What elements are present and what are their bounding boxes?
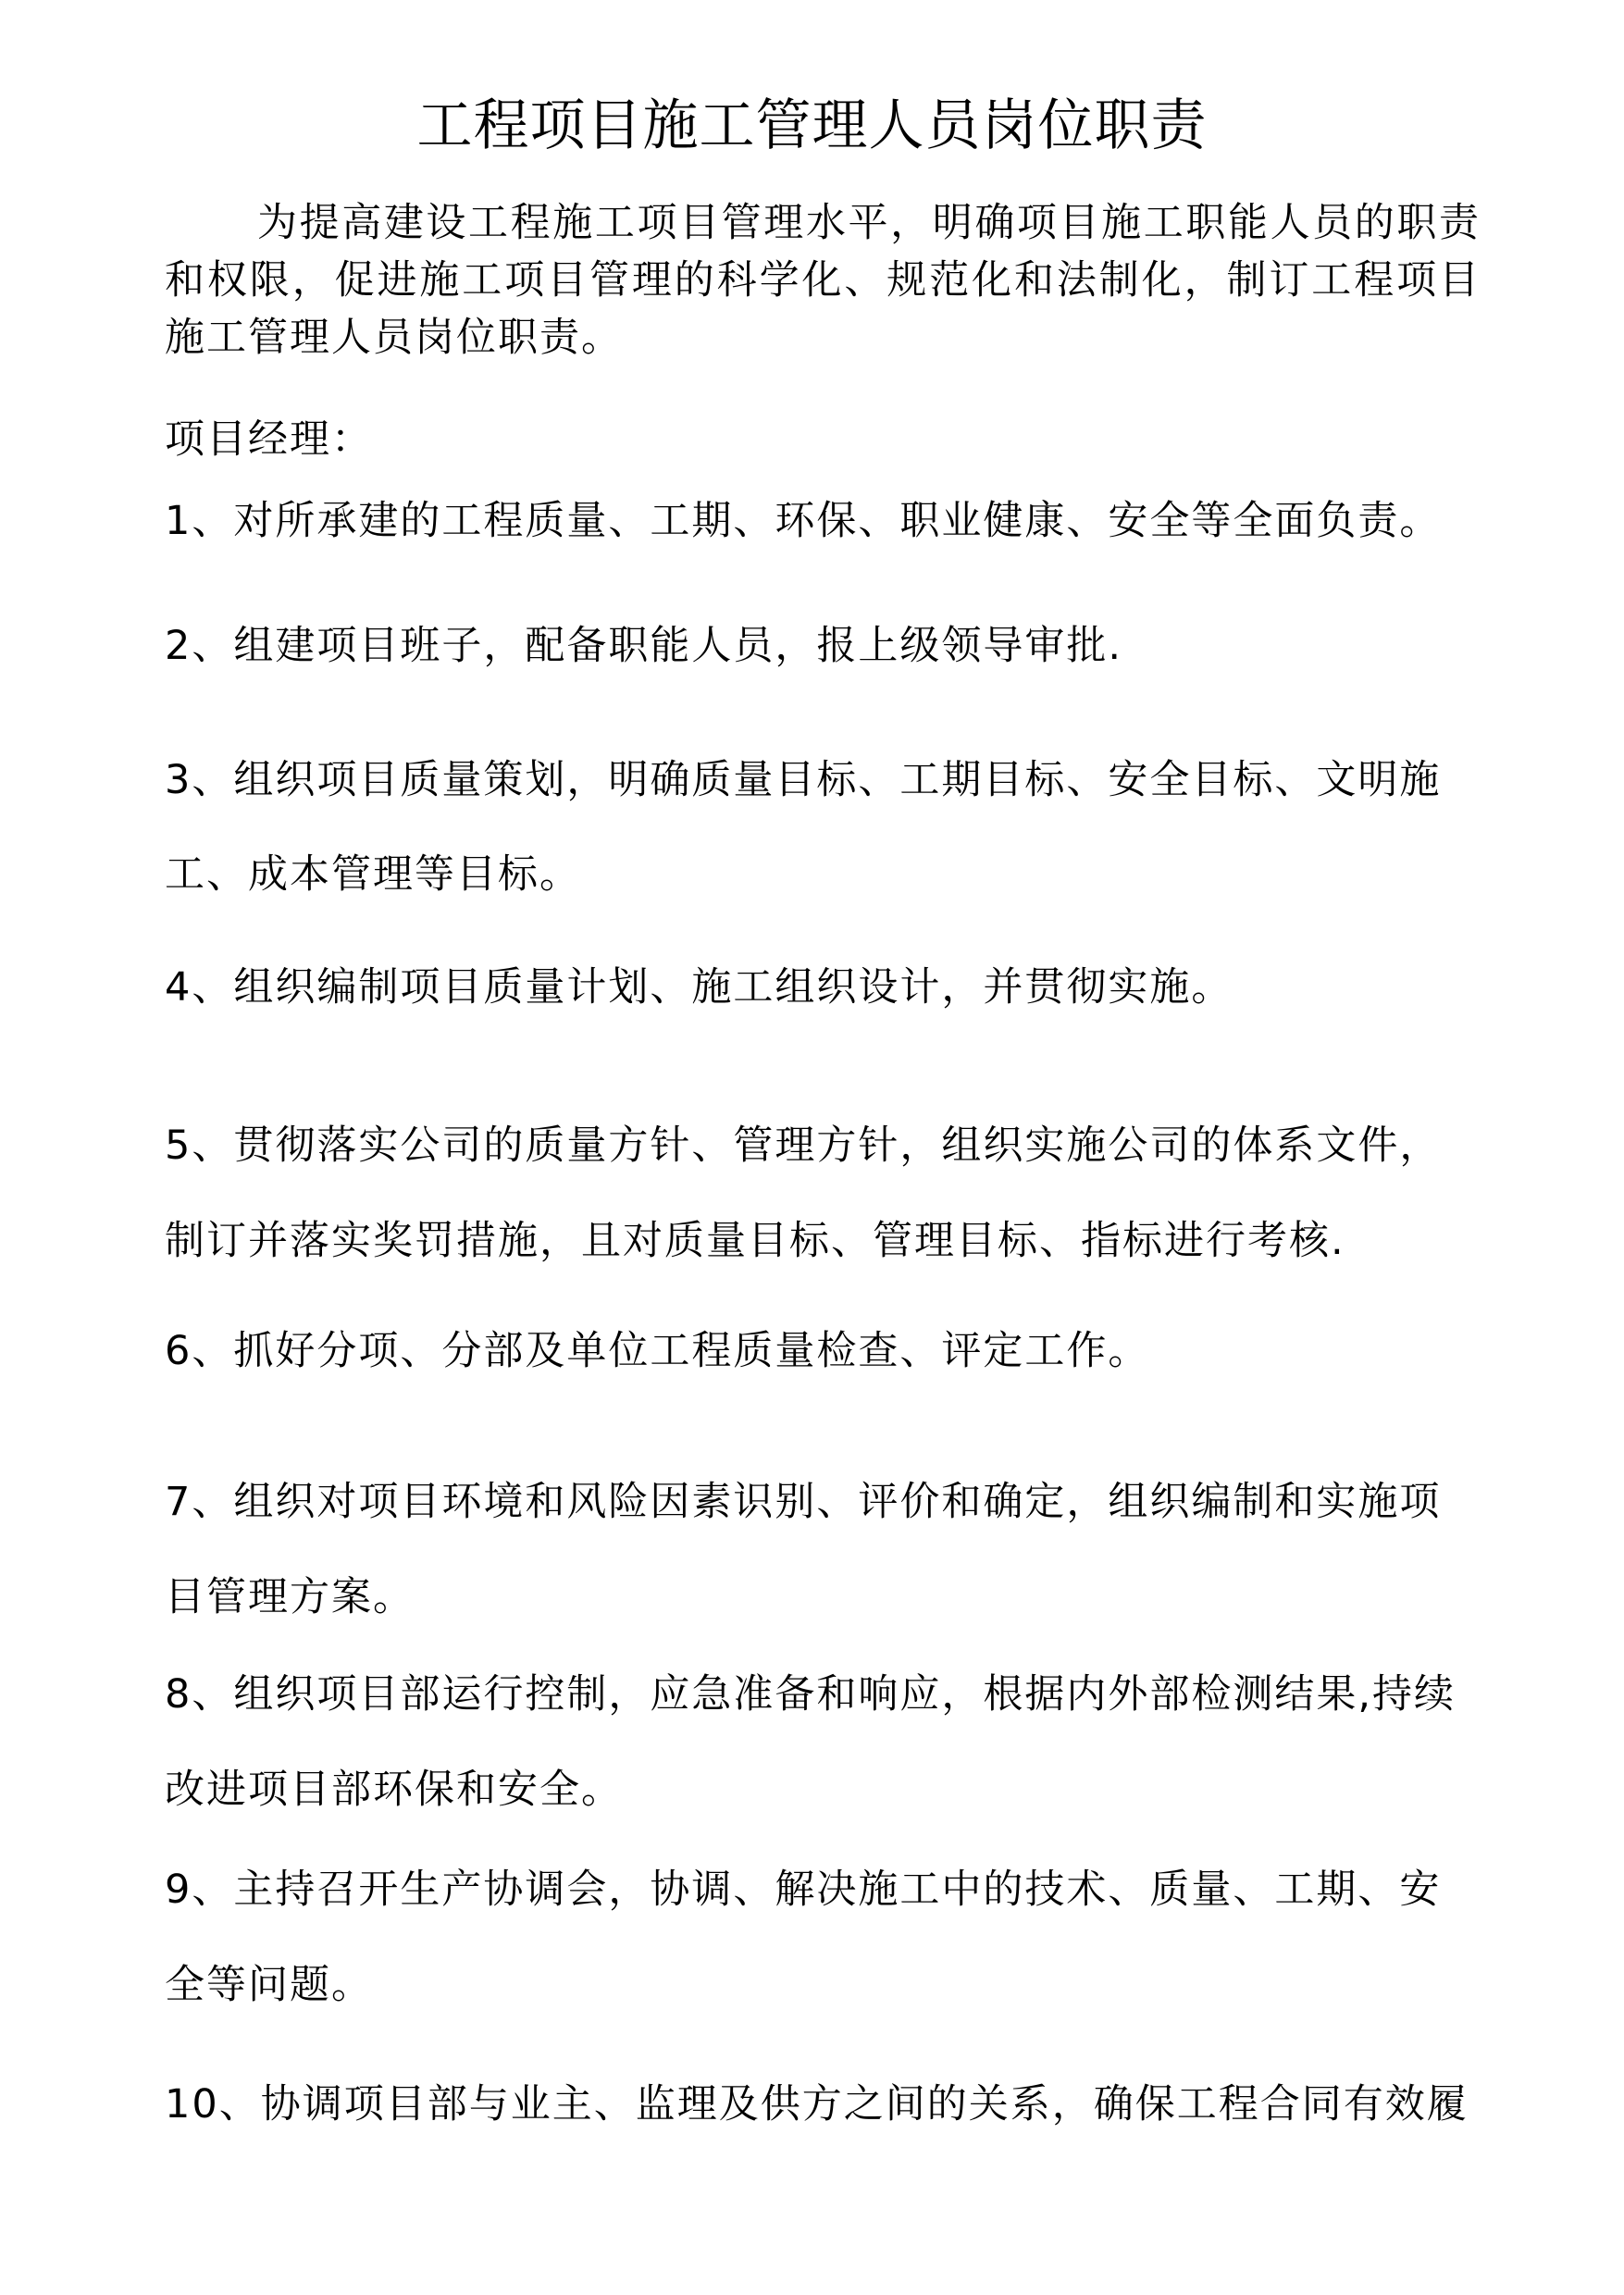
- duty-line-4: 4、组织编制项目质量计划、施工组织设计，并贯彻实施。: [165, 964, 1233, 1011]
- intro-paragraph: 为提高建设工程施工项目管理水平，明确项目施工职能人员的职责和权限，促进施工项目管理的科学化、规范化和法制化，制订工程项目施工管理人员岗位职责。: [165, 200, 1481, 361]
- duty-line-8: 8、组织项目部运行控制，应急准备和响应，根据内外部检测结果,持续: [165, 1671, 1457, 1718]
- duty-line-7-cont: 目管理方案。: [165, 1574, 415, 1620]
- duty-line-3-cont: 工、成本管理等目标。: [165, 851, 581, 898]
- duty-line-5-cont: 制订并落实奖罚措施，且对质量目标、管理目标、指标进行考核.: [165, 1218, 1345, 1264]
- duty-line-7: 7、组织对项目环境和风险因素识别、评价和确定，组织编制和实施项: [165, 1479, 1442, 1525]
- duty-line-9-cont: 全等问题。: [165, 1962, 373, 2008]
- duty-line-1: 1、对所承建的工程质量、工期、环保、职业健康、安全等全面负责。: [165, 498, 1442, 544]
- duty-line-6: 6、抓好分项、分部及单位工程质量检查、评定工作。: [165, 1328, 1150, 1374]
- duty-line-8-cont: 改进项目部环保和安全。: [165, 1767, 623, 1813]
- section-heading: 项目经理：: [165, 416, 373, 463]
- duty-line-10: 10、协调项目部与业主、监理及供方之间的关系，确保工程合同有效履: [165, 2081, 1469, 2128]
- duty-line-3: 3、组织项目质量策划，明确质量目标、工期目标、安全目标、文明施: [165, 757, 1442, 803]
- duty-line-2: 2、组建项目班子，配备职能人员，报上级领导审批.: [165, 623, 1123, 669]
- document-title: 工程项目施工管理人员岗位职责: [416, 93, 1208, 158]
- duty-line-9: 9、主持召开生产协调会，协调、解决施工中的技术、质量、工期、安: [165, 1867, 1442, 1913]
- duty-line-5: 5、贯彻落实公司的质量方针、管理方针，组织实施公司的体系文件，: [165, 1123, 1442, 1169]
